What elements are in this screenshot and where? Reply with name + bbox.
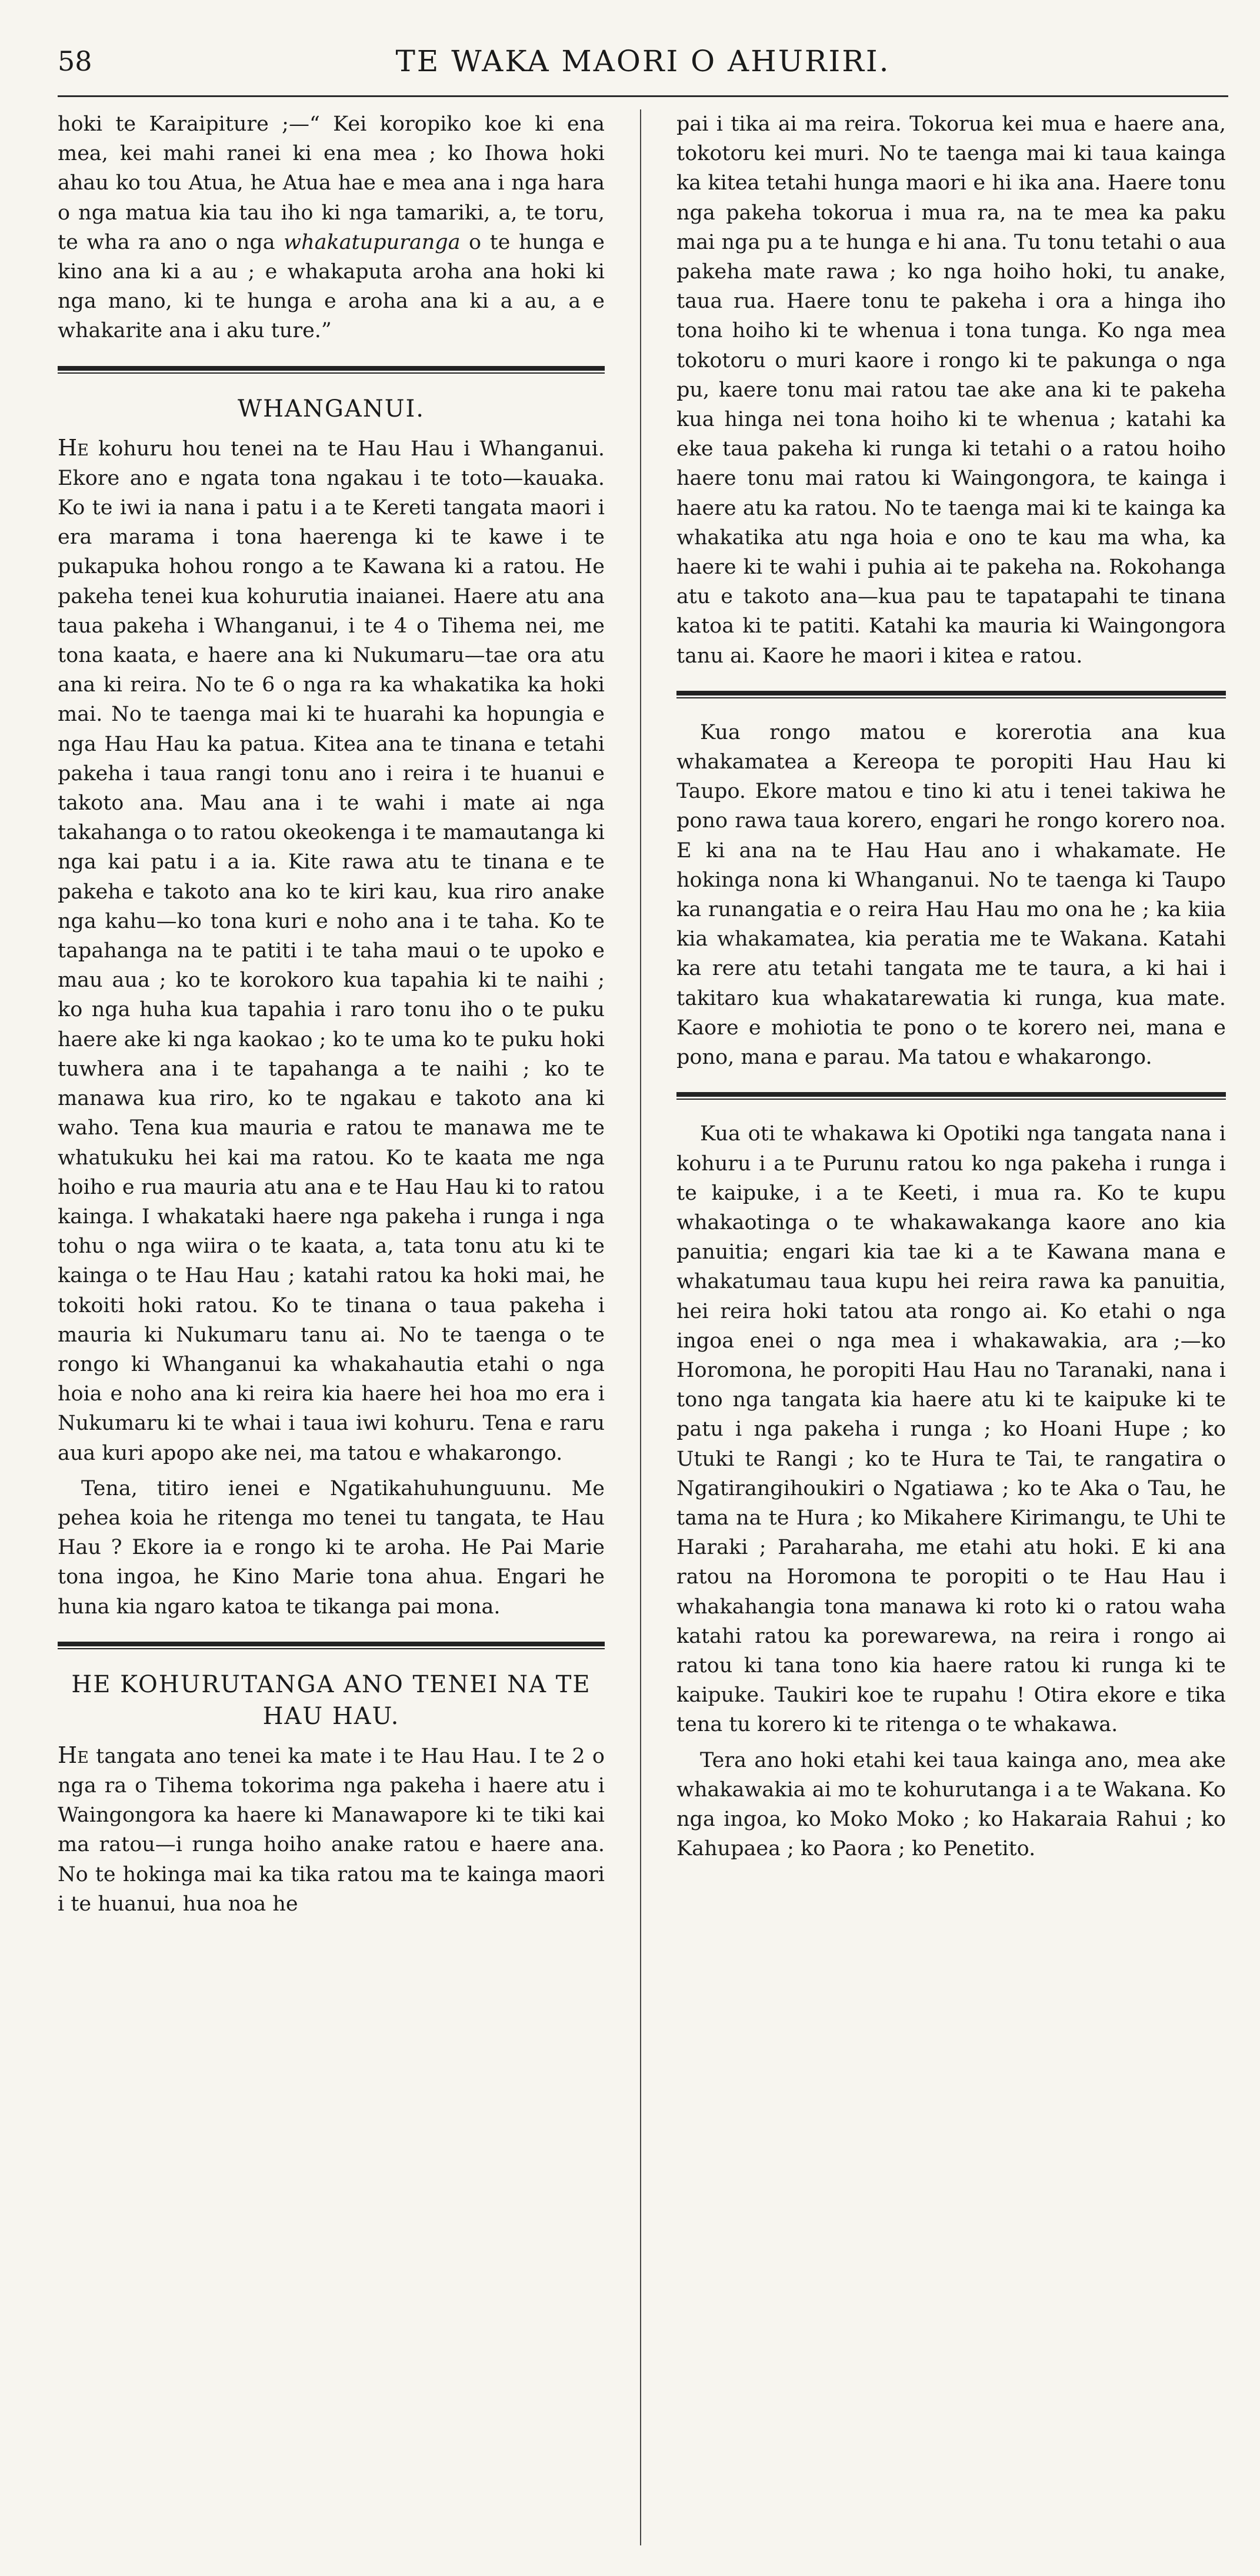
section-separator bbox=[676, 688, 1226, 703]
right-paragraph-names: Tera ano hoki etahi kei taua kainga ano, mea ake whakawakia ai mo te kohurutanga i a te Wakana. Ko nga ingoa, ko Moko Moko ; ko Hakaraia Rahui ; ko Kahupaea ; ko Paora ; ko Penetito. bbox=[676, 1748, 1226, 1861]
page-number: 58 bbox=[58, 45, 92, 77]
running-title: TE WAKA MAORI O AHURIRI. bbox=[395, 44, 891, 78]
section-separator bbox=[58, 364, 605, 378]
kohurutanga-paragraph-1: He tangata ano tenei ka mate i te Hau Hau. I te 2 o nga ra o Tihema tokorima nga pakeha i haere atu i Waingongora ka haere ki Manawapore ki te tiki kai ma ratou—i runga hoiho anake ratou e haere ana. No te hokinga mai ka tika ratou ma te kainga maori i te huanui, hua noa he bbox=[58, 1742, 605, 1916]
whanganui-paragraph-2: Tena, titiro ienei e Ngatikahuhunguunu. Me pehea koia he ritenga mo tenei tu tangata, te Hau Hau ? Ekore ia e rongo ki te aroha. He Pai Marie tona ingoa, he Kino Marie tona ahua. Engari he huna kia ngaro katoa te tikanga pai mona. bbox=[58, 1476, 605, 1619]
right-paragraph-kereopa: Kua rongo matou e korerotia ana kua whakamatea a Kereopa te poropiti Hau Hau ki Taupo. Ekore matou e tino ki atu i tenei takiwa he pono rawa taua korero, engari he rongo korero noa. E ki ana na te Hau Hau ano i whakamate. He hokinga nona ki Whanganui. No te taenga ki Taupo ka runangatia e o reira Hau Hau mo ona he ; ka kiia kia whakamatea, kia peratia me te Wakana. Katahi ka rere atu tetahi tangata me te taura, a ki hai i takitaro kua whakatarewatia ki runga, kua mate. Kaore e mohiotia te pono o te korero nei, mana e pono, mana e parau. Ma tatou e whakarongo. bbox=[676, 720, 1226, 1070]
drop-word: He bbox=[58, 1742, 89, 1768]
section-title-kohurutanga: HE KOHURUTANGA ANO TENEI NA TE HAU HAU. bbox=[71, 1670, 591, 1730]
drop-word: He bbox=[58, 434, 89, 461]
page-header bbox=[58, 33, 1228, 89]
whanganui-paragraph-1: He kohuru hou tenei na te Hau Hau i Whanganui. Ekore ano e ngata tona ngakau i te toto—kauaka. Ko te iwi ia nana i patu i a te Kereti tangata maori i era marama i tona haerenga ki te kawe i te pukapuka hohou rongo a te Kawana ki a ratou. He pakeha tenei kua kohurutia inaianei. Haere atu ana taua pakeha i Whanganui, i te 4 o Tihema nei, me tona kaata, e haere ana ki Nukumaru—tae ora atu ana ki reira. No te 6 o nga ra ka whakatika ka hoki mai. No te taenga mai ki te huarahi ka hopungia e nga Hau Hau ka patua. Kitea ana te tinana e tetahi pakeha i taua rangi tonu ano i reira i te huanui e takoto ana. Mau ana i te wahi i mate ai nga takahanga o to ratou okeokenga i te mamautanga ki nga kai patu i a ia. Kite rawa atu te tinana e te pakeha e takoto ana ko te kiri kau, kua riro anake nga kahu—ko tona kuri e noho ana i te taha. Ko te tapahanga na te patiti i te taha maui o te upoko e mau aua ; ko te korokoro kua tapahia ki te naihi ; ko nga huha kua tapahia i raro tonu iho o te puku haere ake ki nga kaokao ; ko te uma ko te puku hoki tuwhera ana i te tapahanga a te naihi ; ko te manawa kua riro, ko te ngakau e takoto ana ki waho. Tena kua mauria e ratou te manawa me te whatukuku hei kai ma ratou. Ko te kaata me nga hoiho e rua mauria atu ana e te Hau Hau ki to ratou kainga. I whakataki haere nga pakeha i runga i nga tohu o nga wiira o te kaata, a, tata tonu atu ki te kainga o te Hau Hau ; katahi ratou ka hoki mai, he tokoiti hoki ratou. Ko te tinana o taua pakeha i mauria ki Nukumaru tanu ai. No te taenga o te rongo ki Whanganui ka whakahautia etahi o nga hoia e noho ana ki reira kia haere hei hoa mo era i Nukumaru ki te whai i taua iwi kohuru. Tena e raru aua kuri apopo ake nei, ma tatou e whakarongo. bbox=[58, 434, 605, 1465]
intro-italic-word: whakatupuranga bbox=[284, 230, 461, 254]
section-title-whanganui: WHANGANUI. bbox=[238, 395, 425, 422]
right-paragraph-opotiki: Kua oti te whakawa ki Opotiki nga tangata nana i kohuru i a te Purunu ratou ko nga pakeha i runga i te kaipuke, i a te Keeti, i mua ra. Ko te kupu whakaotinga o te whakawakanga kaore ano kia panuitia; engari kia tae ki a te Kawana mana e whakatumau taua kupu hei reira rawa ka panuitia, hei reira hoki tatou ata rongo ai. Ko etahi o nga ingoa enei o nga mea i whakawakia, ara ;—ko Horomona, he poropiti Hau Hau no Taranaki, nana i tono nga tangata kia haere atu ki te kaipuke ki te patu i nga pakeha i runga ; ko Hoani Hupe ; ko Utuki te Rangi ; ko te Hura te Tai, te rangatira o Ngatirangihoukiri o Ngatiawa ; ko te Aka o Tau, he tama na te Hura ; ko Mikahere Kirimangu, te Uhi te Haraki ; Paraharaha, me etahi atu hoki. E ki ana ratou na Horomona te poropiti o te Hau Hau i whakahangia tona manawa ki roto ki o ratou waha katahi ratou ka porewarewa, na reira i rongo ai ratou ki tana tono kia haere ratou ki runga ki te kaipuke. Taukiri koe te rupahu ! Otira ekore e tika tena tu korero ki te ritenga o te whakawa. bbox=[676, 1122, 1226, 1737]
header-rule bbox=[58, 95, 1228, 97]
column-divider bbox=[640, 109, 641, 2545]
right-column bbox=[676, 109, 1226, 2545]
left-column bbox=[58, 109, 605, 2545]
intro-paragraph: hoki te Karaipiture ;—“ Kei koropiko koe ki ena mea, kei mahi ranei ki ena mea ; ko Ihowa hoki ahau ko tou Atua, he Atua hae e mea ana i nga hara o nga matua kia tau iho ki nga tamariki, a, te toru, te wha ra ano o nga whakatupuranga o te hunga e kino ana ki a au ; e whakaputa aroha ana hoki ki nga mano, ki te hunga e aroha ana ki a au, a e whakarite ana i aku ture.” bbox=[58, 112, 605, 343]
section-separator bbox=[676, 1090, 1226, 1104]
right-paragraph-1: pai i tika ai ma reira. Tokorua kei mua e haere ana, tokotoru kei muri. No te taenga mai ki taua kainga ka kitea tetahi hunga maori e hi ika ana. Haere tonu nga pakeha tokorua i mua ra, na te mea ka paku mai nga pu a te hunga e hi ana. Tu tonu tetahi o aua pakeha mate rawa ; ko nga hoiho hoki, tu anake, taua rua. Haere tonu te pakeha i ora a hinga iho tona hoiho ki te whenua i tona tunga. Ko nga mea tokotoru o muri kaore i rongo ki te pakunga o nga pu, kaere tonu mai ratou tae ake ana ki te pakeha kua hinga nei tona hoiho ki te whenua ; katahi ka eke taua pakeha ki runga ki tetahi o a ratou hoiho haere tonu mai ratou ki Waingongora, te kainga i haere atu ka ratou. No te taenga mai ki te kainga ka whakatika atu nga hoia e ono te kau ma wha, ka haere ki te wahi i puhia ai te pakeha na. Rokohanga atu e takoto ana—kua pau te tapatapahi te tinana katoa ki te patiti. Katahi ka mauria ki Waingongora tanu ai. Kaore he maori i kitea e ratou. bbox=[676, 112, 1226, 668]
section-separator bbox=[58, 1639, 605, 1653]
